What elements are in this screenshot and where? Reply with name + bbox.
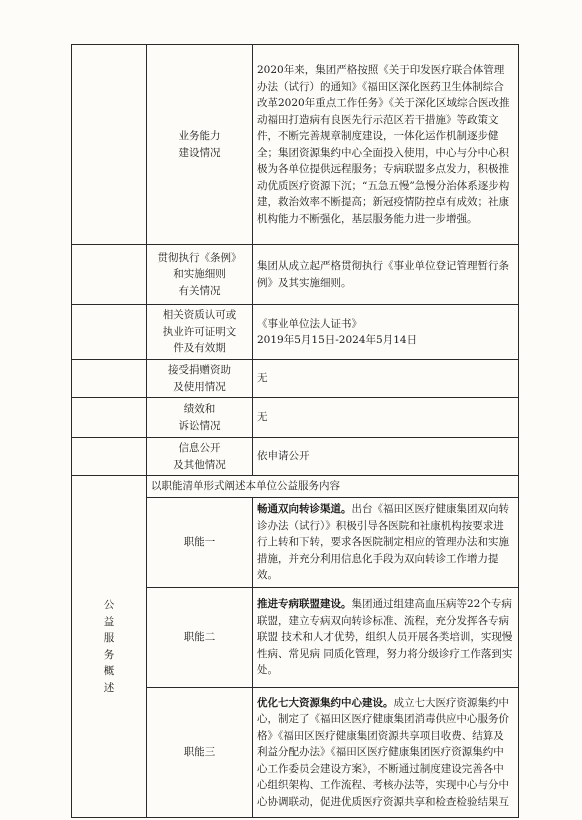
public-service-label: 公 益 服 务 概 述 [72, 476, 147, 818]
row-value-business-capacity: 2020年来，集团严格按照《关于印发医疗联合体管理办法（试行）的通知》《福田区深化医药卫生体制综合改革2020年重点工作任务》《关于深化区域综合医改推动福田打造病有良医先行示范区若干措施》等政策文件，不断完善规章制度建设，一体化运作机制逐步健全；集团资源集约中心全面投入使用，中心与分中心积极为各单位提供远程服务；专病联盟多点发力，积极推动优质医疗资源下沉；“五急五慢”急慢分治体系逐步构建，救治效率不断提高；新冠疫情防控卓有成效；社康机构能力不断强化，基层服务能力进一步增强。 [253, 45, 519, 245]
row-value-disclosure: 依申请公开 [253, 438, 519, 476]
row-value-qualifications: 《事业单位法人证书》 2019年5月15日-2024年5月14日 [253, 305, 519, 360]
blank-left-cell [72, 305, 147, 360]
blank-left-cell [72, 245, 147, 305]
row-label-business-capacity: 业务能力 建设情况 [147, 45, 253, 245]
blank-left-cell [72, 398, 147, 438]
row-value-regulations: 集团从成立起严格贯彻执行《事业单位登记管理暂行条例》及其实施细则。 [253, 245, 519, 305]
function-name: 职能二 [147, 588, 253, 688]
function-description: 优化七大资源集约中心建设。成立七大医疗资源集约中心，制定了《福田区医疗健康集团消毒供应中心服务价格》《福田区医疗健康集团资源共享项目收费、结算及利益分配办法》《福田区医疗健康集团医疗资源集约中心工作委员会建设方案》，不断通过制度建设完善各中心组织架构、工作流程、考核办法等，实现中心与分中心协调联动，促进优质医疗资源共享和检查检验结果互 [253, 688, 519, 818]
row-label-donations: 接受捐赠资助 及使用情况 [147, 360, 253, 398]
blank-left-cell [72, 45, 147, 245]
function-name: 职能一 [147, 498, 253, 588]
row-label-qualifications: 相关资质认可或 执业许可证明文 件及有效期 [147, 305, 253, 360]
blank-left-cell [72, 438, 147, 476]
public-service-intro: 以职能清单形式阐述本单位公益服务内容 [147, 476, 519, 498]
row-value-donations: 无 [253, 360, 519, 398]
row-label-regulations: 贯彻执行《条例》 和实施细则 有关情况 [147, 245, 253, 305]
function-description: 畅通双向转诊渠道。出台《福田区医疗健康集团双向转诊办法（试行）》积极引导各医院和社康机构按要求进行上转和下转，要求各医院制定相应的管理办法和实施措施，并充分利用信息化手段为双向转诊工作增力提效。 [253, 498, 519, 588]
row-value-performance: 无 [253, 398, 519, 438]
row-label-performance: 绩效和 诉讼情况 [147, 398, 253, 438]
row-label-disclosure: 信息公开 及其他情况 [147, 438, 253, 476]
registration-table [71, 44, 519, 818]
function-name: 职能三 [147, 688, 253, 818]
function-description: 推进专病联盟建设。集团通过组建高血压病等22个专病联盟，建立专病双向转诊标准、流程，充分发挥各专病联盟 技术和人才优势，组织人员开展各类培训，实现慢性病、常见病 同质化管理，努力将分级诊疗工作落到实处。 [253, 588, 519, 688]
blank-left-cell [72, 360, 147, 398]
